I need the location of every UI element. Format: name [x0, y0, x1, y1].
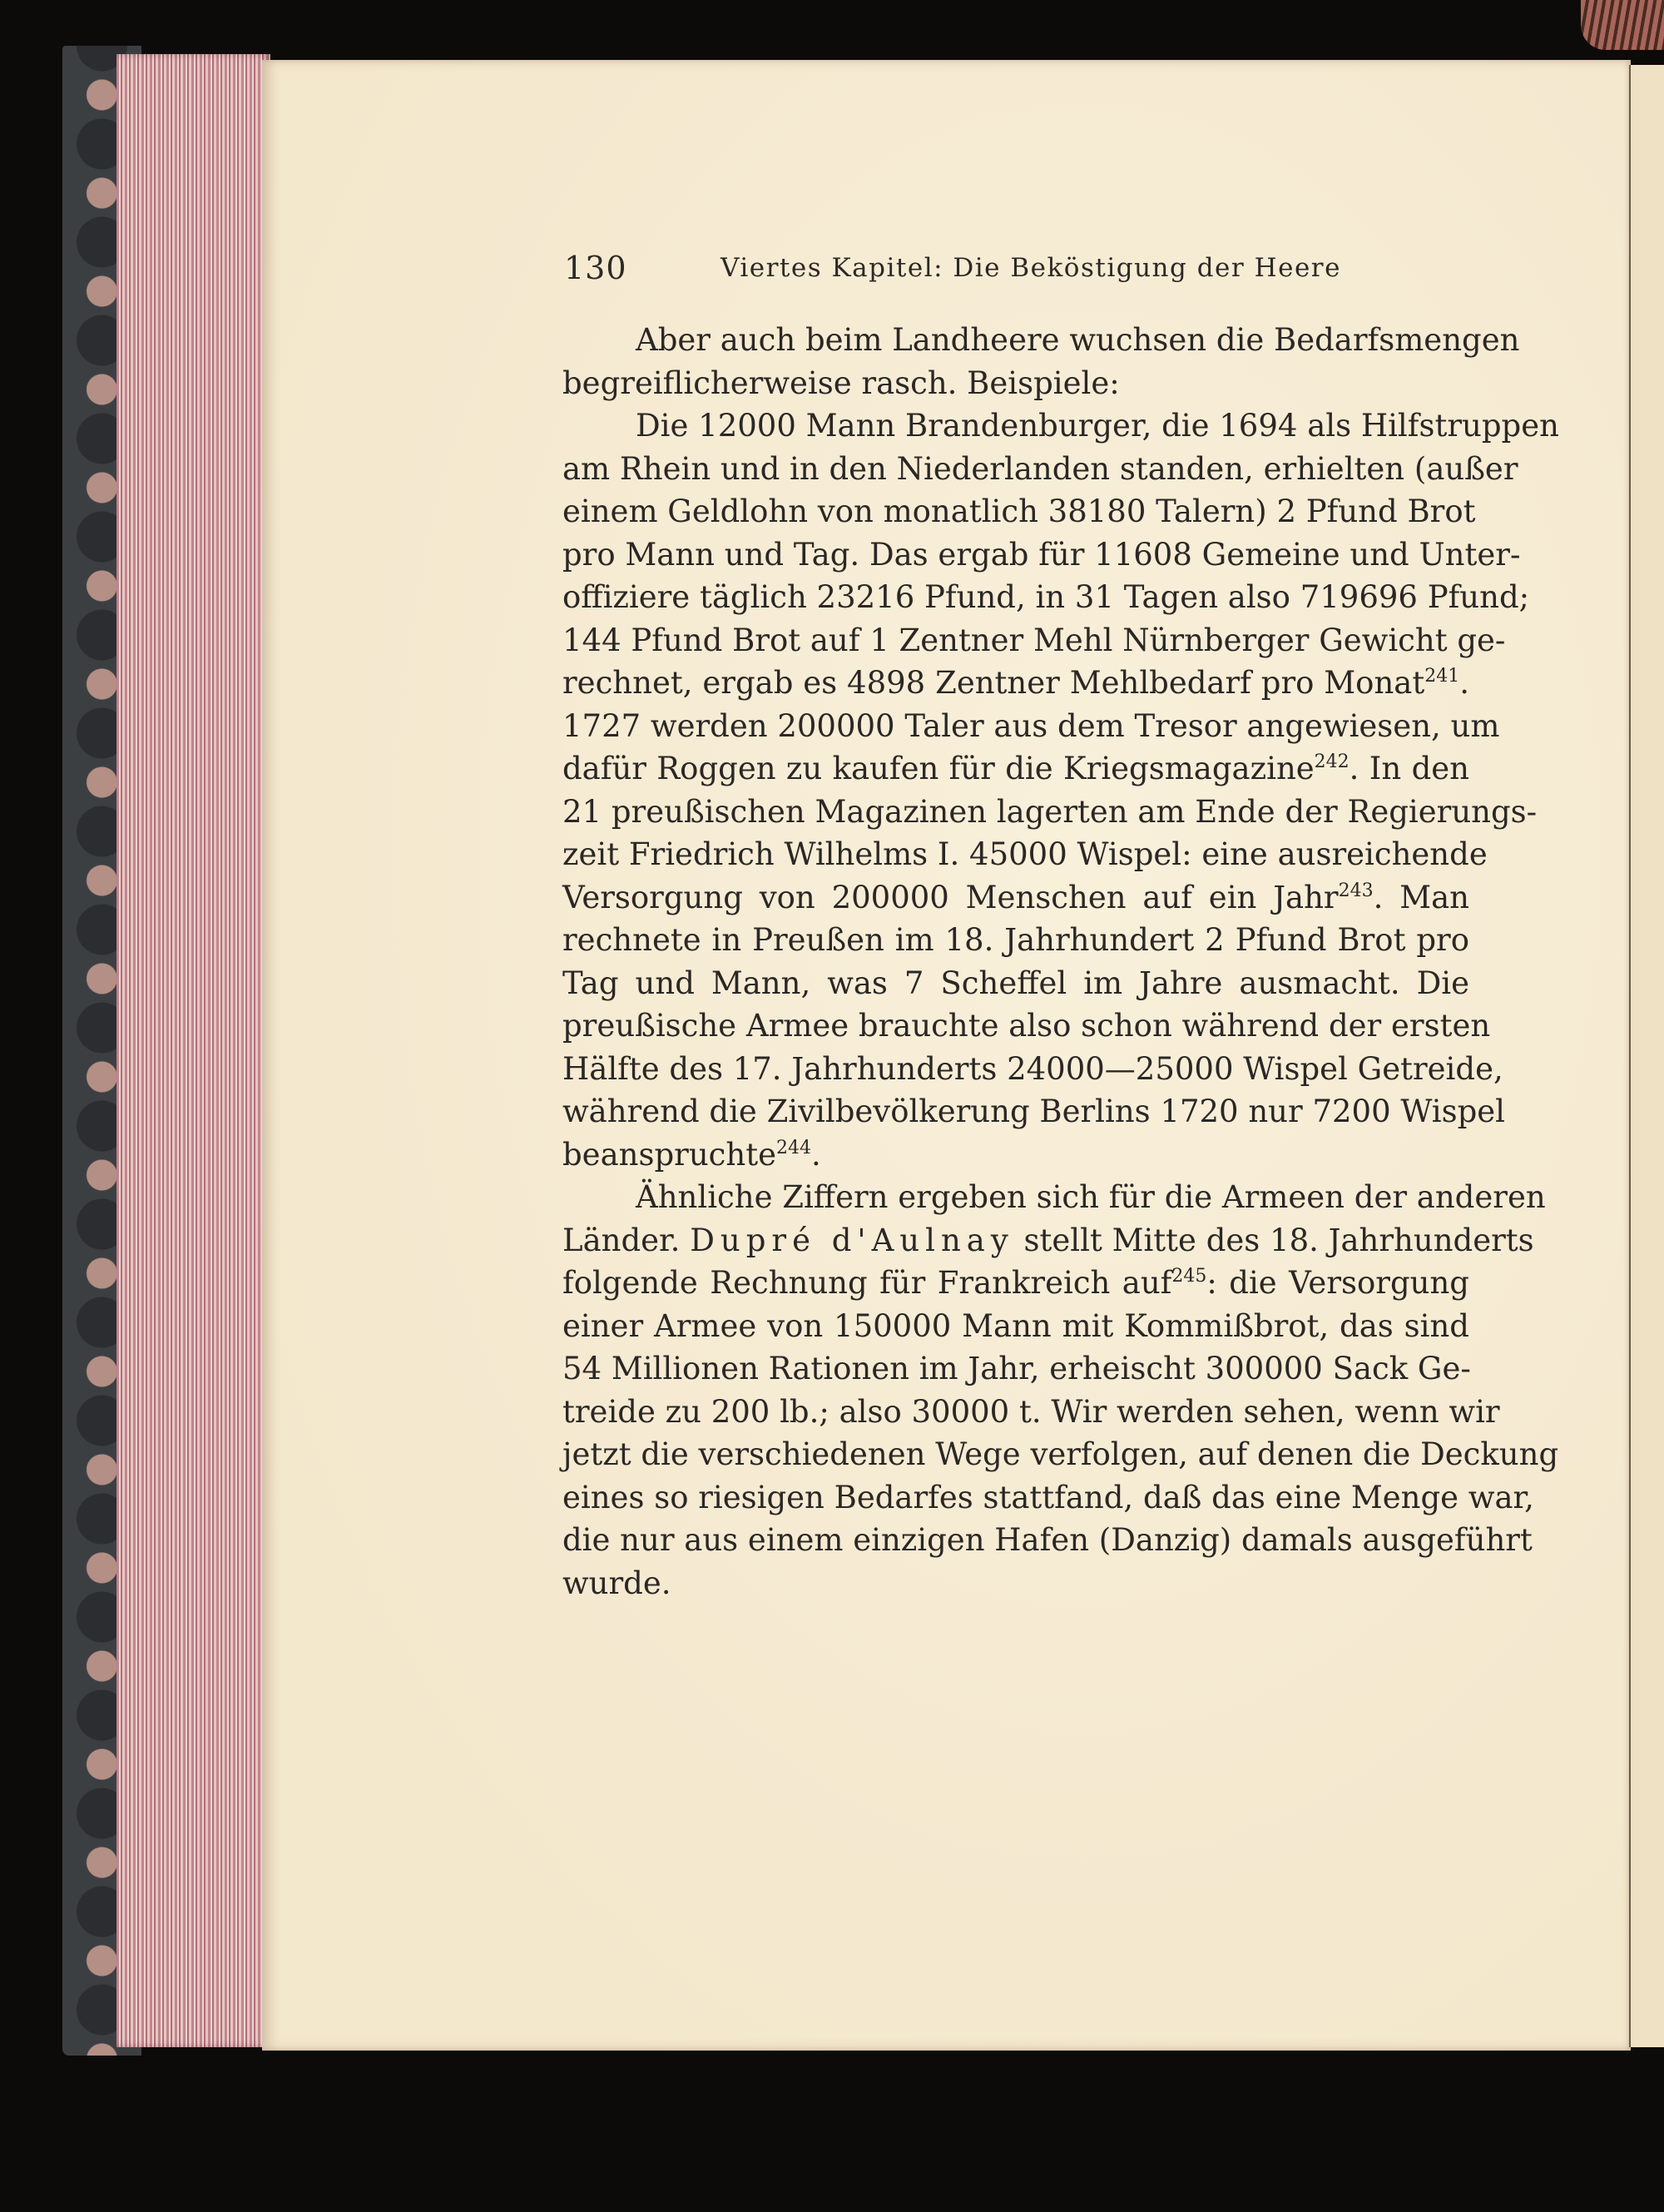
text-line: die nur aus einem einzigen Hafen (Danzig) damals ausgeführt — [562, 1522, 1533, 1558]
text-line: 1727 werden 200000 Taler aus dem Tresor angewiesen, um — [562, 707, 1500, 744]
text-line: dafür Roggen zu kaufen für die Kriegsmagazine$^{242}$. In den — [562, 751, 1469, 786]
text-line: Versorgung von 200000 Menschen auf ein Jahr$^{243}$. Man — [562, 879, 1470, 915]
text-line: preußische Armee brauchte also schon während der ersten — [562, 1008, 1491, 1044]
text-line: begreiflicherweise rasch. Beispiele: — [562, 365, 1120, 401]
body-text — [562, 319, 1559, 1604]
text-line: offiziere täglich 23216 Pfund, in 31 Tagen also 719696 Pfund; — [562, 579, 1530, 615]
author-name: Dupré d'Aulnay — [690, 1222, 1014, 1258]
footnote-ref: 241 — [1424, 666, 1460, 687]
text-line: einer Armee von 150000 Mann mit Kommißbrot, das sind — [562, 1307, 1469, 1344]
text-line: rechnete in Preußen im 18. Jahrhundert 2 Pfund Brot pro — [562, 922, 1469, 958]
text-line: zeit Friedrich Wilhelms I. 45000 Wispel: eine ausreichende — [562, 836, 1488, 872]
text-line: einem Geldlohn von monatlich 38180 Talern) 2 Pfund Brot — [562, 493, 1476, 529]
text-line: Tag und Mann, was 7 Scheffel im Jahre ausmacht. Die — [562, 965, 1469, 1001]
text-line: pro Mann und Tag. Das ergab für 11608 Gemeine und Unter- — [562, 536, 1521, 573]
bookmark-ribbon — [1581, 0, 1664, 50]
text-line: 21 preußischen Magazinen lagerten am Ende der Regierungs- — [562, 793, 1538, 830]
page-number: 130 — [564, 250, 627, 286]
text-line: jetzt die verschiedenen Wege verfolgen, auf denen die Deckung — [562, 1436, 1559, 1472]
text-line: wurde. — [562, 1565, 671, 1601]
text-line: folgende Rechnung für Frankreich auf$^{245}$: die Versorgung — [562, 1265, 1469, 1301]
text-line: 144 Pfund Brot auf 1 Zentner Mehl Nürnberger Gewicht ge- — [562, 622, 1506, 658]
text-line: Ähnliche Ziffern ergeben sich für die Armeen der anderen — [636, 1179, 1546, 1215]
page-edges — [116, 54, 270, 2047]
footnote-ref: 245 — [1171, 1266, 1207, 1287]
text-line: rechnet, ergab es 4898 Zentner Mehlbedarf pro Monat$^{241}$. — [562, 665, 1469, 701]
text-line: eines so riesigen Bedarfes stattfand, daß das eine Menge war, — [562, 1479, 1534, 1515]
text-line: 54 Millionen Rationen im Jahr, erheischt 300000 Sack Ge- — [562, 1351, 1471, 1386]
text-line: am Rhein und in den Niederlanden standen, erhielten (außer — [562, 450, 1518, 487]
text-line: Hälfte des 17. Jahrhunderts 24000—25000 Wispel Getreide, — [562, 1050, 1503, 1087]
footnote-ref: 242 — [1314, 751, 1350, 772]
running-head: Viertes Kapitel: Die Beköstigung der Heere — [721, 253, 1341, 283]
page-header — [564, 250, 1463, 300]
text-line: Die 12000 Mann Brandenburger, die 1694 als Hilfstruppen — [636, 408, 1559, 444]
text-line: beanspruchte$^{244}$. — [562, 1136, 821, 1173]
text-line: treide zu 200 lb.; also 30000 t. Wir werden sehen, wenn wir — [562, 1393, 1500, 1430]
text-line: während die Zivilbevölkerung Berlins 1720 nur 7200 Wispel — [562, 1094, 1505, 1129]
footnote-ref: 243 — [1338, 880, 1374, 901]
footnote-ref: 244 — [775, 1137, 811, 1158]
text-line: Länder. Dupré d'Aulnay stellt Mitte des 18. Jahrhunderts — [562, 1222, 1534, 1258]
facing-page-edge — [1629, 65, 1664, 2047]
text-line: Aber auch beim Landheere wuchsen die Bedarfsmengen — [636, 322, 1520, 358]
